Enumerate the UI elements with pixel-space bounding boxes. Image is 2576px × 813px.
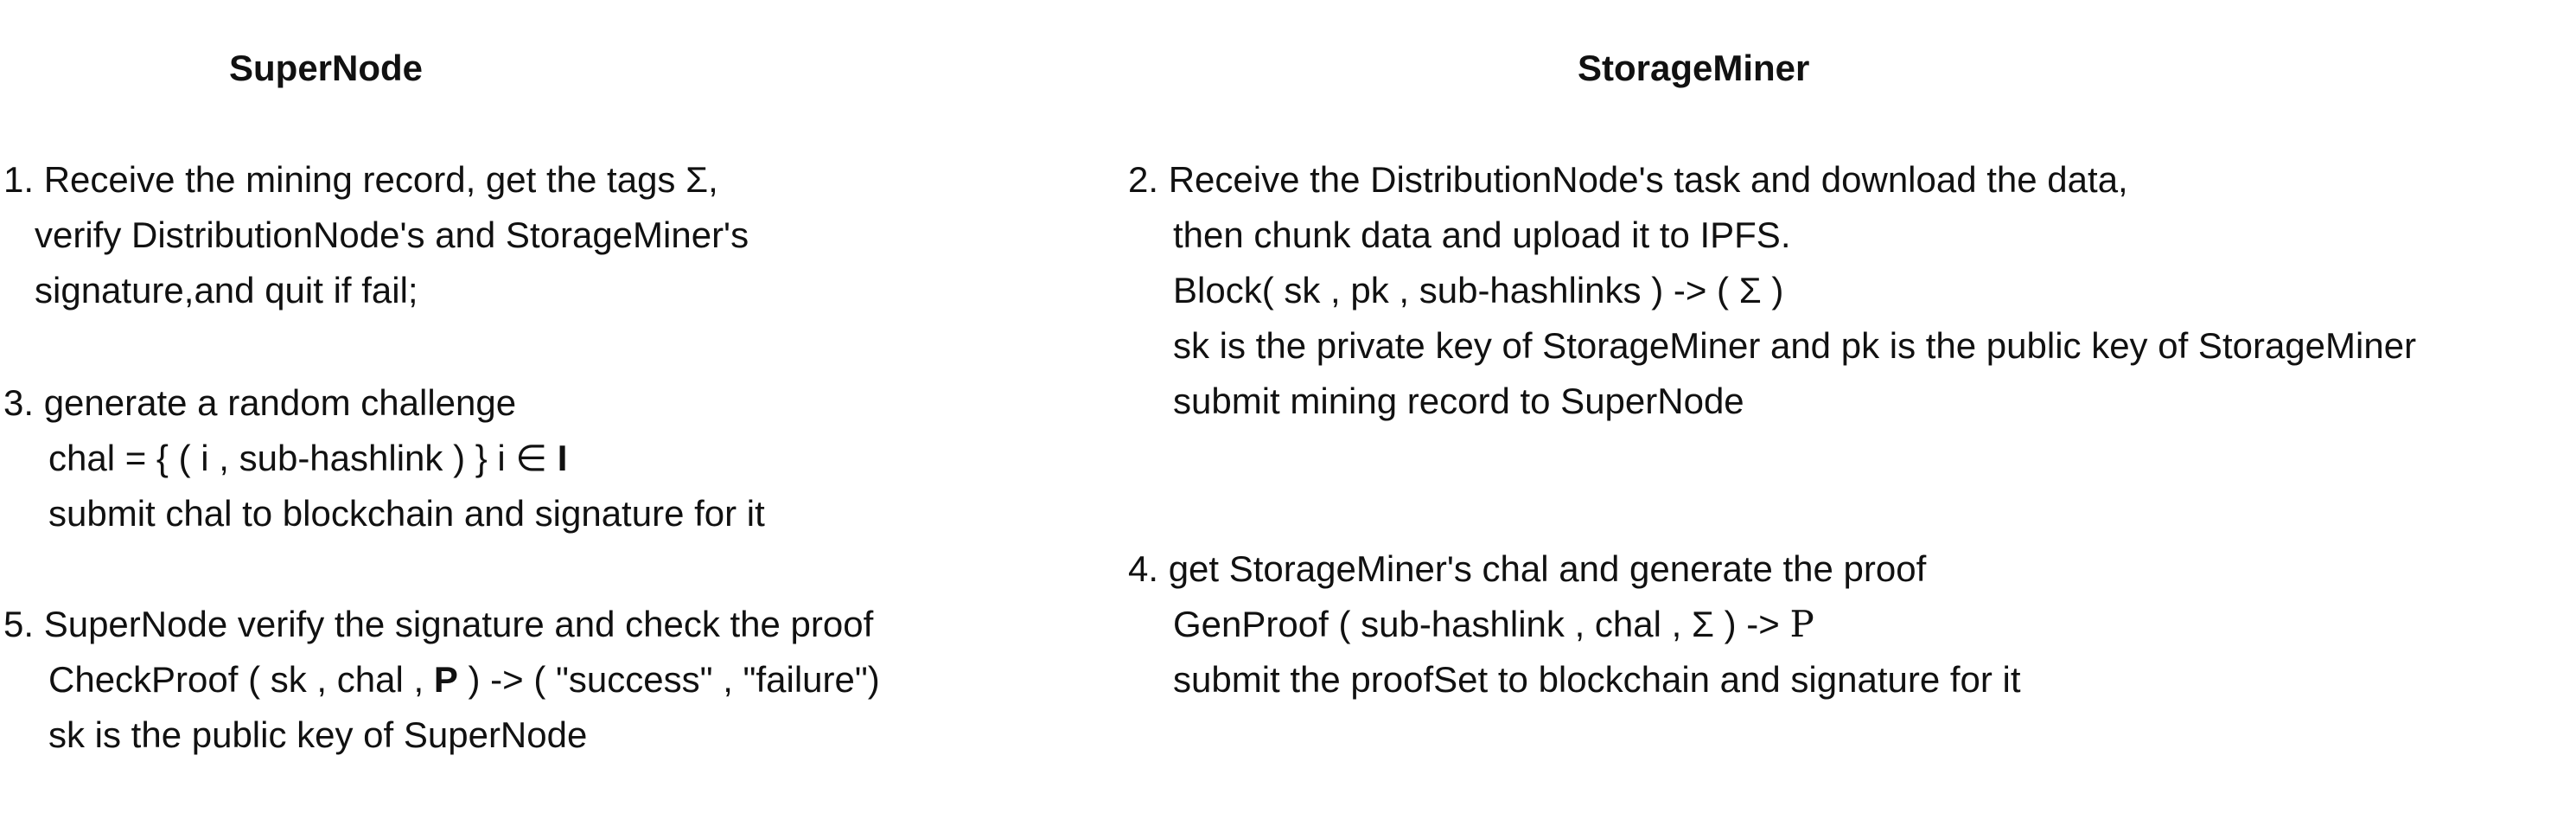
- storageminer-column-title: StorageMiner: [1578, 48, 1810, 88]
- step-5-block: [3, 597, 880, 763]
- supernode-column-title: SuperNode: [229, 48, 424, 88]
- step-2-block: [1128, 152, 2416, 429]
- step-1-line: 1. Receive the mining record, get the tags Σ,: [3, 159, 718, 200]
- step-4-block: [1128, 541, 2021, 707]
- step-2-line: 2. Receive the DistributionNode's task and download the data,: [1128, 159, 2128, 200]
- step-1-line: verify DistributionNode's and StorageMiner's: [35, 214, 749, 255]
- step-4-genproof-line: [1128, 597, 2021, 652]
- step-3-chal-text: chal = { ( i , sub-hashlink ) } i ∈: [48, 438, 558, 478]
- step-5-checkproof-text: CheckProof ( sk , chal ,: [48, 659, 434, 700]
- step-1-line: signature,and quit if fail;: [35, 270, 418, 310]
- proof-symbol: P: [433, 659, 458, 700]
- step-3-line: submit chal to blockchain and signature for it: [48, 493, 765, 534]
- step-2-line: submit mining record to SuperNode: [1173, 381, 1744, 421]
- step-2-line: then chunk data and upload it to IPFS.: [1173, 214, 1791, 255]
- proof-symbol: P: [1789, 603, 1814, 645]
- index-set-symbol: I: [557, 438, 568, 478]
- step-5-checkproof-line: [3, 652, 880, 707]
- step-2-line: sk is the private key of StorageMiner and pk is the public key of StorageMiner: [1173, 325, 2417, 366]
- step-4-genproof-text: GenProof ( sub-hashlink , chal , Σ ) ->: [1173, 604, 1790, 644]
- step-1-block: [3, 152, 749, 318]
- step-3-line: 3. generate a random challenge: [3, 382, 517, 423]
- step-4-line: submit the proofSet to blockchain and signature for it: [1173, 659, 2021, 700]
- step-5-checkproof-result: ) -> ( "success" , "failure"): [457, 659, 880, 700]
- step-3-block: [3, 375, 765, 541]
- step-2-block-function: Block( sk , pk , sub-hashlinks ) -> ( Σ ): [1173, 270, 1784, 310]
- step-3-chal-line: [3, 431, 765, 486]
- step-5-line: sk is the public key of SuperNode: [48, 714, 588, 755]
- step-5-line: 5. SuperNode verify the signature and check the proof: [3, 604, 874, 644]
- step-4-line: 4. get StorageMiner's chal and generate the proof: [1128, 548, 1927, 589]
